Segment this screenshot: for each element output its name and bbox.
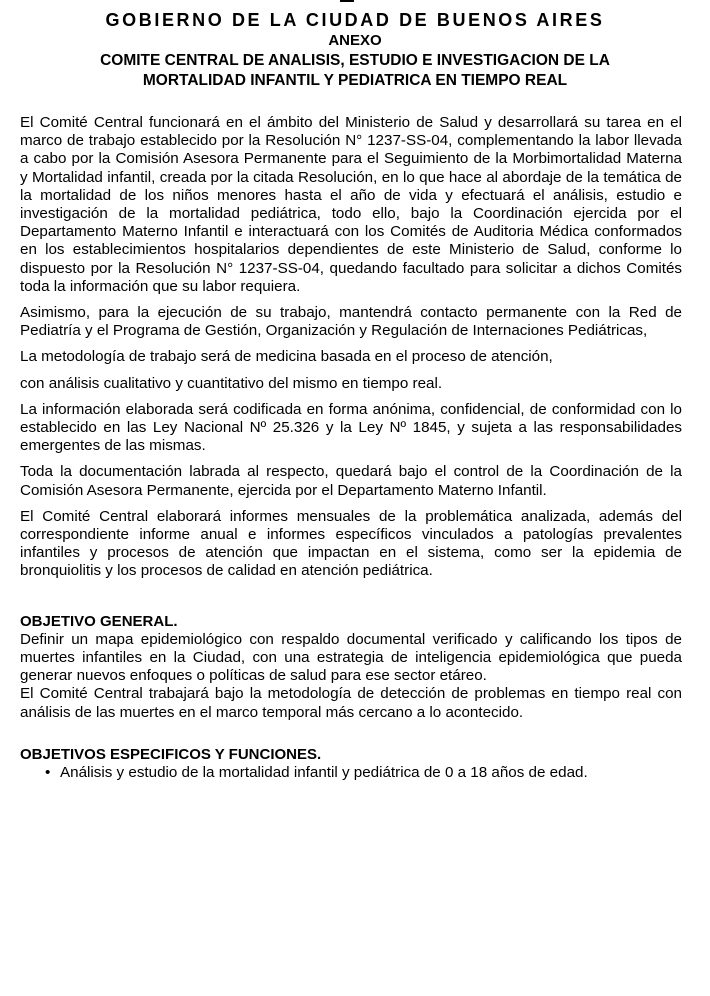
body-paragraph: El Comité Central funcionará en el ámbito del Ministerio de Salud y desarrollará su tarea en el marco de trabajo establecido por la Resolución N° 1237-SS-04, complementando la labor llevada a cabo por la Comisión Asesora Permanente para el Seguimiento de la Morbimortalidad Materna y Mortalidad infantil, creada por la citada Resolución, en lo que hace al abordaje de la temática de la mortalidad de los niños menores hasta el año de vida y efectuará el análisis, estudio e investigación de la mortalidad pediátrica, todo ello, bajo la Coordinación ejercida por el Departamento Materno Infantil e interactuará con los Comités de Auditoria Médica conformados en los establecimientos hospitalarios dependientes de este Ministerio de Salud, conforme lo dispuesto por la Resolución N° 1237-SS-04, quedando facultado para solicitar a dichos Comités toda la información que su labor requiera. xyxy=(20,114,682,295)
body-paragraph: La metodología de trabajo será de medicina basada en el proceso de atención, xyxy=(20,348,553,366)
body-paragraph: La información elaborada será codificada en forma anónima, confidencial, de conformidad con lo establecido en las Ley Nacional Nº 25.326 y la Ley Nº 1845, y sujeta a las responsabilidades emergentes de las mismas. xyxy=(20,400,682,455)
document-body xyxy=(20,114,682,782)
body-paragraph: con análisis cualitativo y cuantitativo del mismo en tiempo real. xyxy=(20,374,443,392)
top-mark xyxy=(340,0,354,2)
objetivo-general-section xyxy=(20,613,682,722)
list-item-text: Análisis y estudio de la mortalidad infantil y pediátrica de 0 a 18 años de edad. xyxy=(60,764,588,782)
government-header: GOBIERNO DE LA CIUDAD DE BUENOS AIRES xyxy=(105,10,605,30)
objetivo-general-text: Definir un mapa epidemiológico con respaldo documental verificado y calificando los tipos de muertes infantiles en la Ciudad, con una estrategia de inteligencia epidemiológica que pueda generar nuevos enfoques o políticas de salud para ese sector etáreo. xyxy=(20,630,682,685)
objetivo-general-heading: OBJETIVO GENERAL. xyxy=(20,612,178,630)
objetivos-especificos-list xyxy=(20,764,682,782)
annex-label: ANEXO xyxy=(328,32,382,49)
body-paragraph: Toda la documentación labrada al respecto, quedará bajo el control de la Coordinación de la Comisión Asesora Permanente, ejercida por el Departamento Materno Infantil. xyxy=(20,463,682,499)
document-title-line-1: COMITE CENTRAL DE ANALISIS, ESTUDIO E INVESTIGACION DE LA xyxy=(100,52,610,69)
objetivos-especificos-section xyxy=(20,746,682,782)
bullet-icon: • xyxy=(45,764,51,782)
document-title-line-2: MORTALIDAD INFANTIL Y PEDIATRICA EN TIEMPO REAL xyxy=(142,72,568,89)
body-paragraph: Asimismo, para la ejecución de su trabajo, mantendrá contacto permanente con la Red de Pediatría y el Programa de Gestión, Organización y Regulación de Internaciones Pediátricas, xyxy=(20,304,682,340)
objetivo-general-methodology: El Comité Central trabajará bajo la metodología de detección de problemas en tiempo real con análisis de las muertes en el marco temporal más cercano a lo acontecido. xyxy=(20,685,682,721)
list-item xyxy=(20,764,682,782)
objetivos-especificos-heading: OBJETIVOS ESPECIFICOS Y FUNCIONES. xyxy=(20,745,322,763)
body-paragraph: El Comité Central elaborará informes mensuales de la problemática analizada, además del correspondiente informe anual e informes específicos vinculados a patologías prevalentes infantiles y procesos de atención que impactan en el sistema, como ser la epidemia de bronquiolitis y los procesos de calidad en atención pediátrica. xyxy=(20,507,682,580)
